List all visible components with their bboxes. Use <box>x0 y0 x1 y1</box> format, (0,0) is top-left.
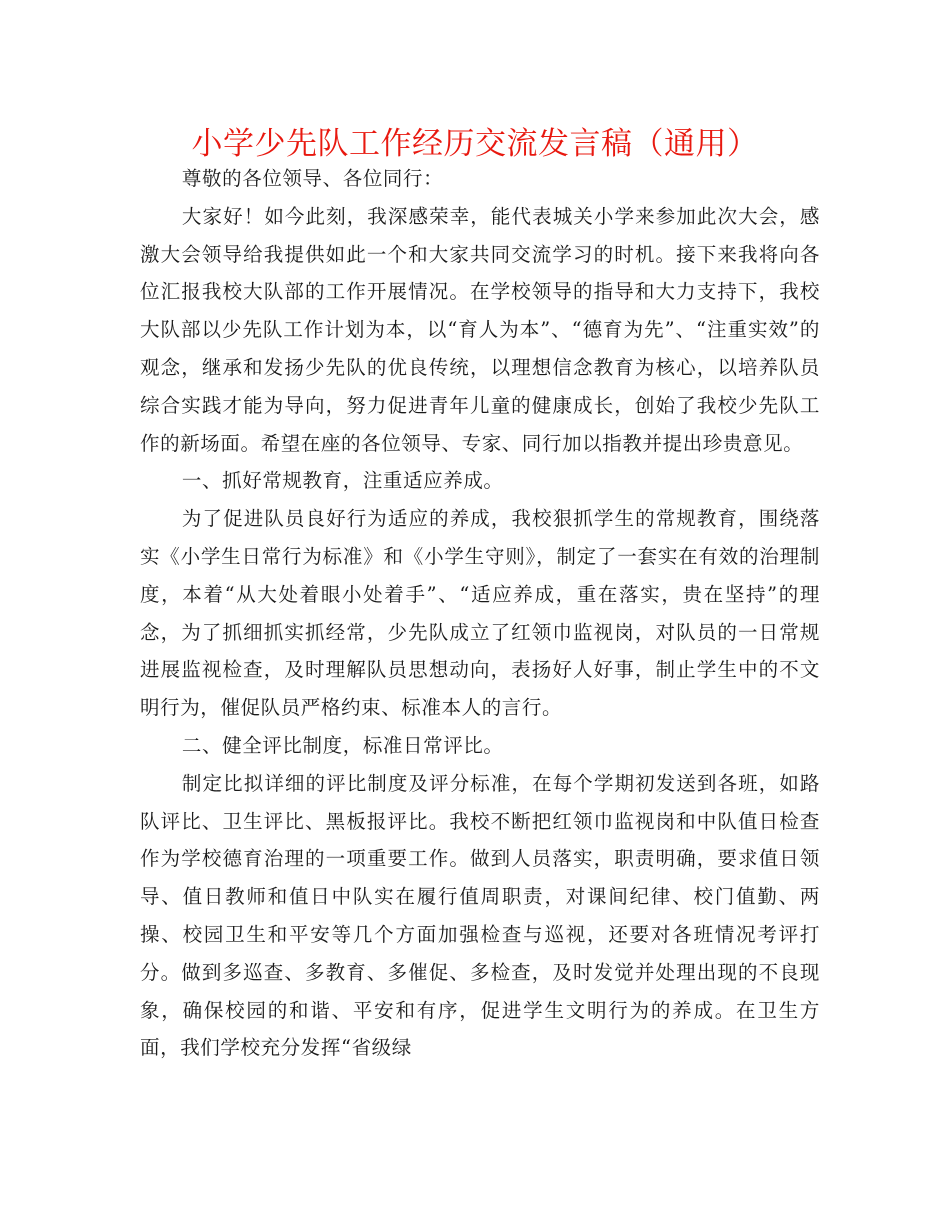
section-heading-1: 一、抓好常规教育，注重适应养成。 <box>181 469 504 493</box>
paragraph-section-2: 制定比拟详细的评比制度及评分标准，在每个学期初发送到各班，如路队评比、卫生评比、黑板报评比。我校不断把红领巾监视岗和中队值日检查作为学校德育治理的一项重要工作。做到人员落实，职责明确，要求值日领导、值日教师和值日中队实在履行值周职责，对课间纪律、校门值勤、两操、校园卫生和平安等几个方面加强检查与巡视，还要对各班情况考评打分。做到多巡查、多教育、多催促、多检查，及时发觉并处理出现的不良现象，确保校园的和谐、平安和有序，促进学生文明行为的养成。在卫生方面，我们学校充分发挥“省级绿 <box>140 771 820 1060</box>
paragraph-intro: 大家好！如今此刻，我深感荣幸，能代表城关小学来参加此次大会，感激大会领导给我提供如此一个和大家共同交流学习的时机。接下来我将向各位汇报我校大队部的工作开展情况。在学校领导的指导和大力支持下，我校大队部以少先队工作计划为本，以“育人为本”、“德育为先”、“注重实效”的观念，继承和发扬少先队的优良传统，以理想信念教育为核心，以培养队员综合实践才能为导向，努力促进青年儿童的健康成长，创始了我校少先队工作的新场面。希望在座的各位领导、专家、同行加以指教并提出珍贵意见。 <box>140 204 820 455</box>
document-body <box>140 160 820 1067</box>
salutation: 尊敬的各位领导、各位同行： <box>181 167 444 190</box>
paragraph-section-1: 为了促进队员良好行为适应的养成，我校狠抓学生的常规教育，围绕落实《小学生日常行为标准》和《小学生守则》，制定了一套实在有效的治理制度，本着“从大处着眼小处着手”、“适应养成，重在落实，贵在坚持”的理念，为了抓细抓实抓经常，少先队成立了红领巾监视岗，对队员的一日常规进展监视检查，及时理解队员思想动向，表扬好人好事，制止学生中的不文明行为，催促队员严格约束、标准本人的言行。 <box>140 507 820 720</box>
document-title: 小学少先队工作经历交流发言稿（通用） <box>191 126 759 162</box>
section-heading-2: 二、健全评比制度，标准日常评比。 <box>181 733 504 757</box>
